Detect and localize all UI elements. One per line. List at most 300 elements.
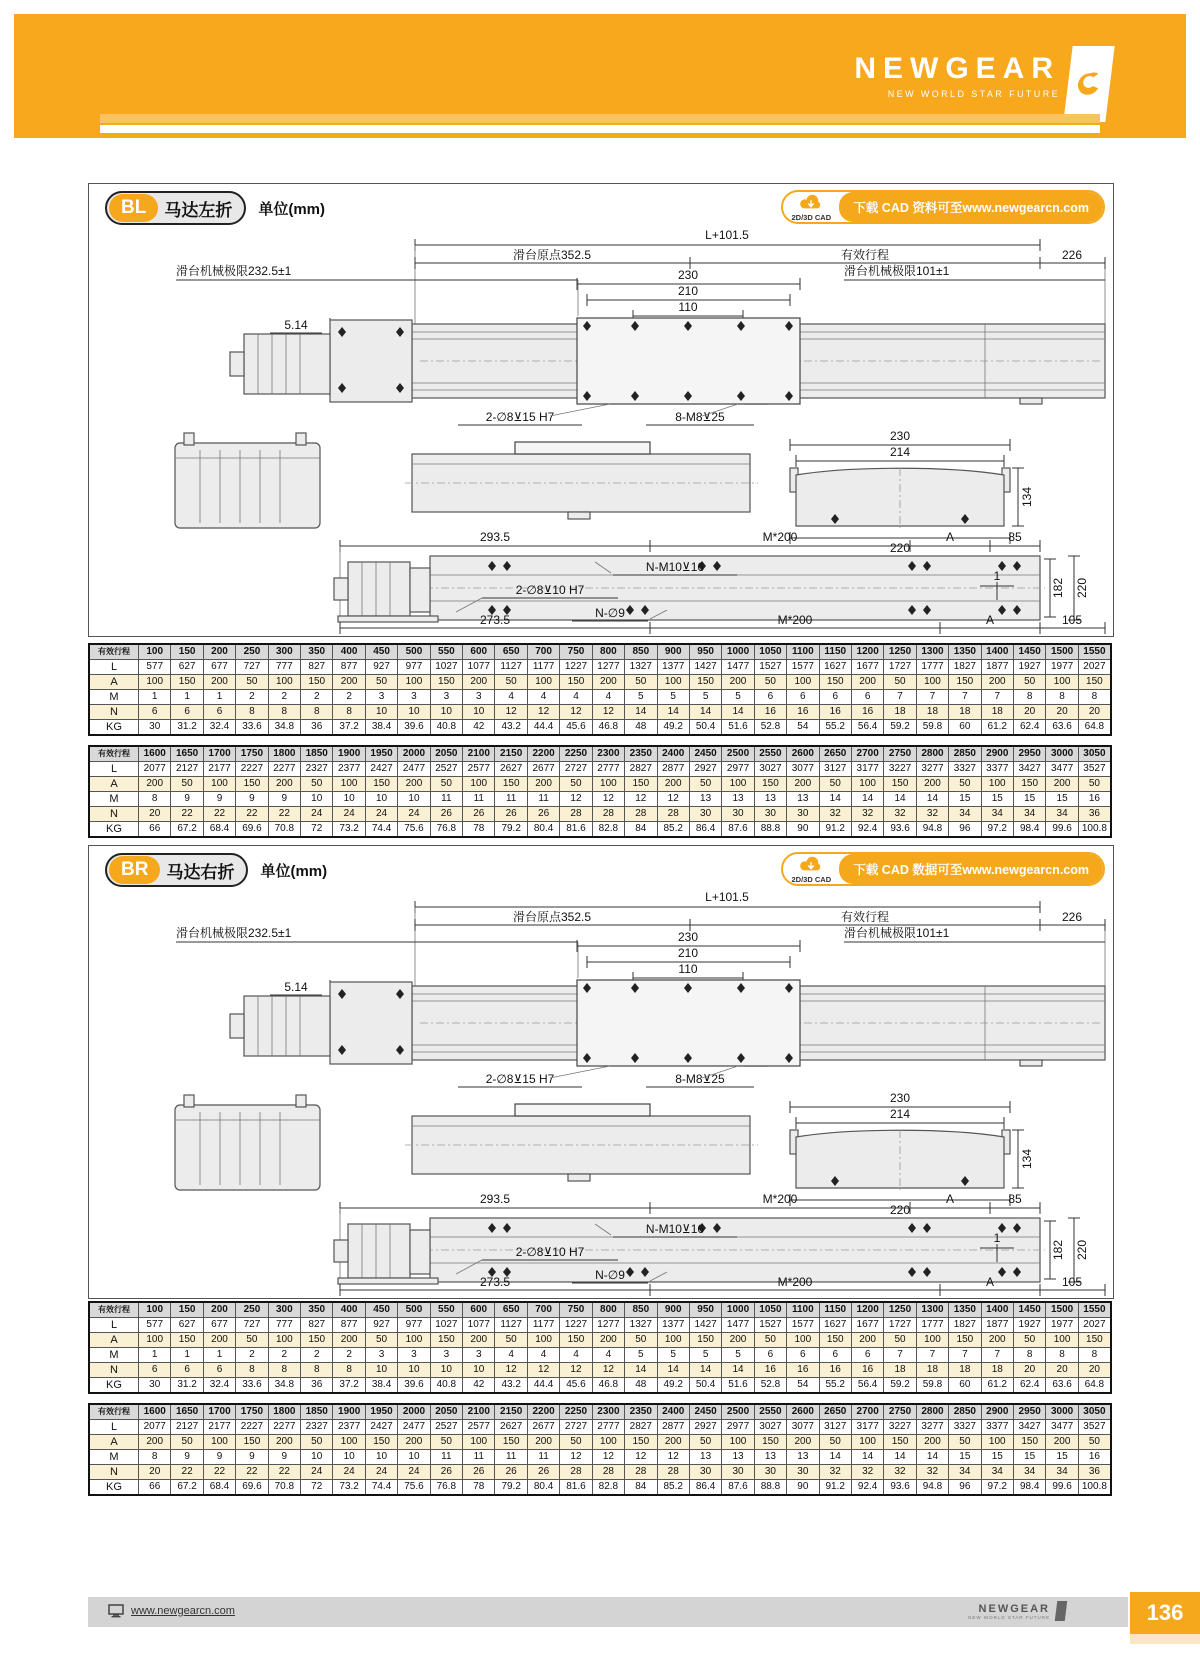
table-cell: 2077 [139,1420,171,1435]
table-cell: 39.6 [398,720,430,736]
table-cell: 9 [236,1450,268,1465]
table-cell: 50 [560,777,592,792]
table-cell: 200 [139,777,171,792]
label-thread-holes-top: 8-M8⊻25 [675,410,725,424]
table-cell: 577 [139,660,171,675]
table-cell: 1777 [916,660,948,675]
table-cell: 5 [689,690,721,705]
table-cell: 2627 [495,1420,527,1435]
table-cell: 72 [301,1480,333,1496]
table-cell: 49.2 [657,720,689,736]
table-cell: 28 [560,1465,592,1480]
table-cell: 3327 [949,762,981,777]
table-cell: 3000 [1046,746,1078,762]
table-cell: 150 [1013,1435,1045,1450]
table-cell: 500 [398,1302,430,1318]
table-cell: 150 [949,1333,981,1348]
table-cell: 1900 [333,746,365,762]
cad-download-text[interactable]: 下载 CAD 数据可至www.newgearcn.com [839,854,1103,884]
table-cell: 13 [722,792,754,807]
table-cell: 10 [333,1450,365,1465]
table-cell: 28 [592,807,624,822]
table-cell: 150 [495,777,527,792]
table-cell: 1727 [884,1318,916,1333]
dim-section-134: 134 [1020,486,1034,508]
table-cell: 62.4 [1013,720,1045,736]
table-cell: 13 [722,1450,754,1465]
dim-273-5: 273.5 [479,613,511,627]
table-cell: 50 [625,675,657,690]
table-cell: 28 [592,1465,624,1480]
table-cell: 150 [625,777,657,792]
table-cell: 1 [203,1348,235,1363]
table-cell: 150 [754,1435,786,1450]
table-row [89,690,1111,705]
slide-carriage [577,318,800,404]
table-cell: 777 [268,1318,300,1333]
table-cell: 100 [592,1435,624,1450]
table-cell: 36 [301,720,333,736]
cloud-download-icon [796,856,826,874]
table-cell: 2200 [527,1404,559,1420]
table-cell: 28 [657,1465,689,1480]
table-cell: 10 [398,705,430,720]
table-cell: 100 [1046,1333,1078,1348]
table-cell: L [89,762,139,777]
dim-182: 182 [1051,577,1065,599]
table-cell: 1077 [463,1318,495,1333]
table-cell: 18 [884,1363,916,1378]
section-bl [88,183,1114,637]
table-cell: 100 [139,1333,171,1348]
table-cell: 12 [625,792,657,807]
cloud-download-icon [796,194,826,212]
table-cell: 10 [365,1363,397,1378]
table-cell: 2777 [592,762,624,777]
table-cell: 2727 [560,1420,592,1435]
table-cell: 24 [301,1465,333,1480]
end-view [175,1095,320,1190]
table-cell: 80.4 [527,822,559,838]
cross-section [790,468,1010,528]
table-cell: 30 [787,807,819,822]
table-cell: 750 [560,644,592,660]
table-cell: 50 [365,675,397,690]
footer-brand-text [968,1603,1050,1620]
table-cell: 1650 [171,746,203,762]
table-cell: 2427 [365,1420,397,1435]
dim-230: 230 [677,930,699,944]
table-row [89,1480,1111,1496]
table-cell: 9 [171,792,203,807]
table-cell: 33.6 [236,1378,268,1394]
table-cell: 7 [981,1348,1013,1363]
table-cell: 150 [625,1435,657,1450]
table-cell: 39.6 [398,1378,430,1394]
table-cell: 50 [236,1333,268,1348]
drawing-area-br [90,890,1110,1296]
table-cell: 28 [625,1465,657,1480]
table-cell: 15 [949,1450,981,1465]
table-cell: 59.8 [916,1378,948,1394]
table-cell: 2327 [301,762,333,777]
table-cell: 200 [592,1333,624,1348]
table-cell: 50 [1013,1333,1045,1348]
table-cell: 91.2 [819,822,851,838]
table-cell: 24 [398,1465,430,1480]
table-row [89,1318,1111,1333]
table-cell: 977 [398,660,430,675]
table-cell: 3177 [851,1420,883,1435]
table-cell: 2950 [1013,1404,1045,1420]
table-cell: 8 [1013,690,1045,705]
table-cell: 11 [527,792,559,807]
table-cell: 18 [949,1363,981,1378]
cad-icon-wrap [783,855,839,884]
label-thread-holes-top: 8-M8⊻25 [675,1072,725,1086]
table-cell: 10 [398,1450,430,1465]
table-cell: 50 [754,675,786,690]
table-cell: 5 [689,1348,721,1363]
dim-effective-stroke: 有效行程 [840,248,890,262]
table-cell: 3377 [981,1420,1013,1435]
table-cell: 3077 [787,1420,819,1435]
model-code: BR [109,856,160,884]
table-cell: 34 [981,807,1013,822]
table-cell: 2250 [560,1404,592,1420]
table-cell: 12 [495,705,527,720]
dim-m200-bottom: M*200 [777,1275,813,1289]
table-cell: 150 [689,1333,721,1348]
table-cell: 85.2 [657,822,689,838]
table-cell: 30 [722,807,754,822]
table-cell: 1450 [1013,644,1045,660]
table-cell: 1400 [981,1302,1013,1318]
header-band [14,14,1186,138]
table-cell: 10 [301,1450,333,1465]
table-cell: 3527 [1078,1420,1111,1435]
table-cell: 36 [1078,1465,1111,1480]
footer-url-link[interactable]: www.newgearcn.com [131,1605,235,1617]
table-cell: 100 [851,777,883,792]
table-cell: 200 [592,675,624,690]
table-cell: 32 [851,1465,883,1480]
table-cell: 22 [268,807,300,822]
cad-download-text[interactable]: 下载 CAD 资料可至www.newgearcn.com [839,192,1103,222]
table-cell: 13 [754,792,786,807]
table-cell: 8 [1078,1348,1111,1363]
table-row [89,1450,1111,1465]
table-row [89,807,1111,822]
table-cell: 1600 [139,1404,171,1420]
table-cell: 650 [495,1302,527,1318]
table-cell: 44.4 [527,720,559,736]
table-cell: 81.6 [560,822,592,838]
table-cell: 50.4 [689,1378,721,1394]
table-cell: 6 [851,1348,883,1363]
dim-limit-left: 滑台机械极限232.5±1 [176,926,292,940]
table-cell: 150 [819,1333,851,1348]
dim-110: 110 [678,962,698,976]
table-cell: 34 [981,1465,1013,1480]
table-cell: 900 [657,644,689,660]
table-cell: 26 [430,1465,462,1480]
table-cell: 3227 [884,1420,916,1435]
table-cell: 22 [203,807,235,822]
dim-section-230: 230 [889,1091,911,1105]
footer-brand [958,1597,1068,1627]
table-cell: 11 [463,792,495,807]
table-cell: L [89,1318,139,1333]
table-row [89,822,1111,838]
table-cell: 850 [625,644,657,660]
table-cell: 1277 [592,1318,624,1333]
table-cell: N [89,705,139,720]
table-cell: 56.4 [851,1378,883,1394]
table-cell: 3127 [819,762,851,777]
table-cell: 200 [203,1302,235,1318]
table-cell: 33.6 [236,720,268,736]
table-cell: 2400 [657,1404,689,1420]
table-cell: 100 [139,675,171,690]
table-cell: 100 [916,675,948,690]
page-number-shadow [1130,1634,1200,1644]
table-cell: 30 [754,1465,786,1480]
table-cell: 76.8 [430,822,462,838]
table-cell: 10 [463,705,495,720]
table-cell: 1050 [754,644,786,660]
table-cell: 13 [787,1450,819,1465]
table-cell: 2 [333,1348,365,1363]
table-cell: 877 [333,660,365,675]
gear-icon [1073,70,1104,98]
table-cell: 78 [463,822,495,838]
table-cell: M [89,792,139,807]
brand-logo-mark [1063,46,1114,122]
table-cell: 50 [1078,777,1111,792]
table-cell: 22 [171,1465,203,1480]
table-cell: 14 [916,792,948,807]
table-cell: 有效行程 [89,1302,139,1318]
table-cell: 30 [139,720,171,736]
table-cell: 150 [560,675,592,690]
table-cell: 150 [949,675,981,690]
table-cell: 150 [1013,777,1045,792]
table-cell: 350 [301,1302,333,1318]
dim-total-length: L+101.5 [705,228,749,242]
table-cell: 15 [1046,792,1078,807]
table-cell: 11 [430,1450,462,1465]
table-cell: 100 [592,777,624,792]
table-cell: 2277 [268,1420,300,1435]
table-cell: 2977 [722,1420,754,1435]
label-pilot-holes-bottom: 2-∅8⊻10 H7 [515,1245,585,1259]
label-n-o9: N-∅9 [595,1268,625,1282]
table-cell: 5 [625,690,657,705]
table-cell: 97.2 [981,822,1013,838]
table-cell: 150 [171,675,203,690]
table-cell: 26 [463,807,495,822]
label-n-m10: N-M10⊻16 [645,1222,705,1236]
table-cell: 22 [171,807,203,822]
cad-download-badge-bl[interactable] [781,190,1105,224]
table-cell: 100 [1046,675,1078,690]
table-cell: N [89,807,139,822]
table-cell: 45.6 [560,1378,592,1394]
table-cell: 14 [657,705,689,720]
table-cell: 8 [1078,690,1111,705]
table-cell: 2500 [722,1404,754,1420]
table-cell: 22 [236,807,268,822]
table-cell: 8 [236,1363,268,1378]
label-n-m10: N-M10⊻16 [645,560,705,574]
motor-body-bottom [348,1224,410,1278]
table-cell: 400 [333,1302,365,1318]
table-cell: 26 [430,807,462,822]
plan-view [230,318,1105,404]
table-cell: 4 [592,1348,624,1363]
table-row [89,660,1111,675]
table-cell: 150 [365,1435,397,1450]
table-cell: 91.2 [819,1480,851,1496]
table-cell: 20 [1046,705,1078,720]
dim-section-214: 214 [889,445,911,459]
table-cell: 14 [722,1363,754,1378]
table-cell: 827 [301,1318,333,1333]
table-cell: 8 [301,705,333,720]
table-cell: 1950 [365,746,397,762]
table-cell: 1 [139,690,171,705]
table-cell: 34 [949,1465,981,1480]
label-pilot-holes-top: 2-∅8⊻15 H7 [485,410,555,424]
table-cell: 10 [333,792,365,807]
table-cell: 200 [1046,777,1078,792]
cad-download-badge-br[interactable] [781,852,1105,886]
table-cell: 1850 [301,1404,333,1420]
table-cell: 200 [333,1333,365,1348]
table-cell: 927 [365,1318,397,1333]
table-cell: 100 [981,777,1013,792]
table-cell: 30 [754,807,786,822]
table-cell: 1327 [625,1318,657,1333]
table-cell: 54 [787,1378,819,1394]
table-cell: 2627 [495,762,527,777]
table-row [89,1465,1111,1480]
table-cell: 1 [171,690,203,705]
table-cell: 300 [268,644,300,660]
table-cell: 200 [851,1333,883,1348]
table-cell: 1977 [1046,1318,1078,1333]
table-cell: 2377 [333,1420,365,1435]
dim-effective-stroke: 有效行程 [840,910,890,924]
table-cell: 200 [657,777,689,792]
dim-182: 182 [1051,1239,1065,1261]
table-cell: 3527 [1078,762,1111,777]
table-cell: 46.8 [592,1378,624,1394]
table-cell: 1227 [560,1318,592,1333]
table-cell: 20 [1046,1363,1078,1378]
table-cell: 2100 [463,746,495,762]
table-cell: 1250 [884,644,916,660]
table-cell: 20 [1078,1363,1111,1378]
table-cell: 100 [463,777,495,792]
table-cell: 31.2 [171,720,203,736]
dim-m200-top: M*200 [762,1192,798,1206]
table-cell: 2527 [430,1420,462,1435]
table-cell: 2600 [787,1404,819,1420]
table-cell: N [89,1465,139,1480]
table-cell: 6 [851,690,883,705]
table-cell: 93.6 [884,1480,916,1496]
table-cell: 1427 [689,1318,721,1333]
table-cell: 2750 [884,1404,916,1420]
table-cell: 550 [430,644,462,660]
dim-section-220: 220 [889,541,911,555]
table-cell: 100 [527,1333,559,1348]
table-row [89,777,1111,792]
table-cell: 32 [819,807,851,822]
table-cell: 59.2 [884,1378,916,1394]
table-cell: 2600 [787,746,819,762]
table-cell: 2577 [463,762,495,777]
dimension-table-br-2 [88,1403,1112,1496]
table-cell: 50 [625,1333,657,1348]
table-header-row [89,1302,1111,1318]
table-cell: 5 [722,1348,754,1363]
table-cell: 66 [139,1480,171,1496]
table-cell: A [89,1435,139,1450]
table-cell: 1200 [851,1302,883,1318]
table-cell: 2 [236,690,268,705]
table-cell: 1527 [754,1318,786,1333]
table-cell: KG [89,1480,139,1496]
table-cell: 150 [236,777,268,792]
table-cell: 3 [398,1348,430,1363]
table-cell: 18 [916,705,948,720]
table-cell: 61.2 [981,1378,1013,1394]
table-cell: 72 [301,822,333,838]
table-cell: 50 [301,777,333,792]
table-cell: 12 [560,1363,592,1378]
table-cell: 727 [236,660,268,675]
table-cell: KG [89,1378,139,1394]
table-cell: 2827 [625,762,657,777]
table-cell: 14 [851,1450,883,1465]
table-cell: 2400 [657,746,689,762]
table-cell: 777 [268,660,300,675]
table-cell: 30 [689,1465,721,1480]
table-cell: 50 [884,675,916,690]
dim-105: 105 [1061,1275,1083,1289]
table-cell: 34.8 [268,1378,300,1394]
table-cell: 7 [884,690,916,705]
table-cell: 59.8 [916,720,948,736]
table-cell: 14 [819,792,851,807]
table-cell: 100 [981,1435,1013,1450]
table-cell: 1500 [1046,644,1078,660]
dim-limit-left: 滑台机械极限232.5±1 [176,264,292,278]
table-cell: 1750 [236,1404,268,1420]
dim-right-end: 226 [1061,910,1083,924]
table-cell: 4 [495,690,527,705]
table-cell: 63.6 [1046,720,1078,736]
table-cell: 20 [1078,705,1111,720]
table-cell: 32 [916,807,948,822]
table-cell: 36 [301,1378,333,1394]
table-cell: 34 [1046,1465,1078,1480]
label-n-o9: N-∅9 [595,606,625,620]
side-elevation [405,442,758,519]
